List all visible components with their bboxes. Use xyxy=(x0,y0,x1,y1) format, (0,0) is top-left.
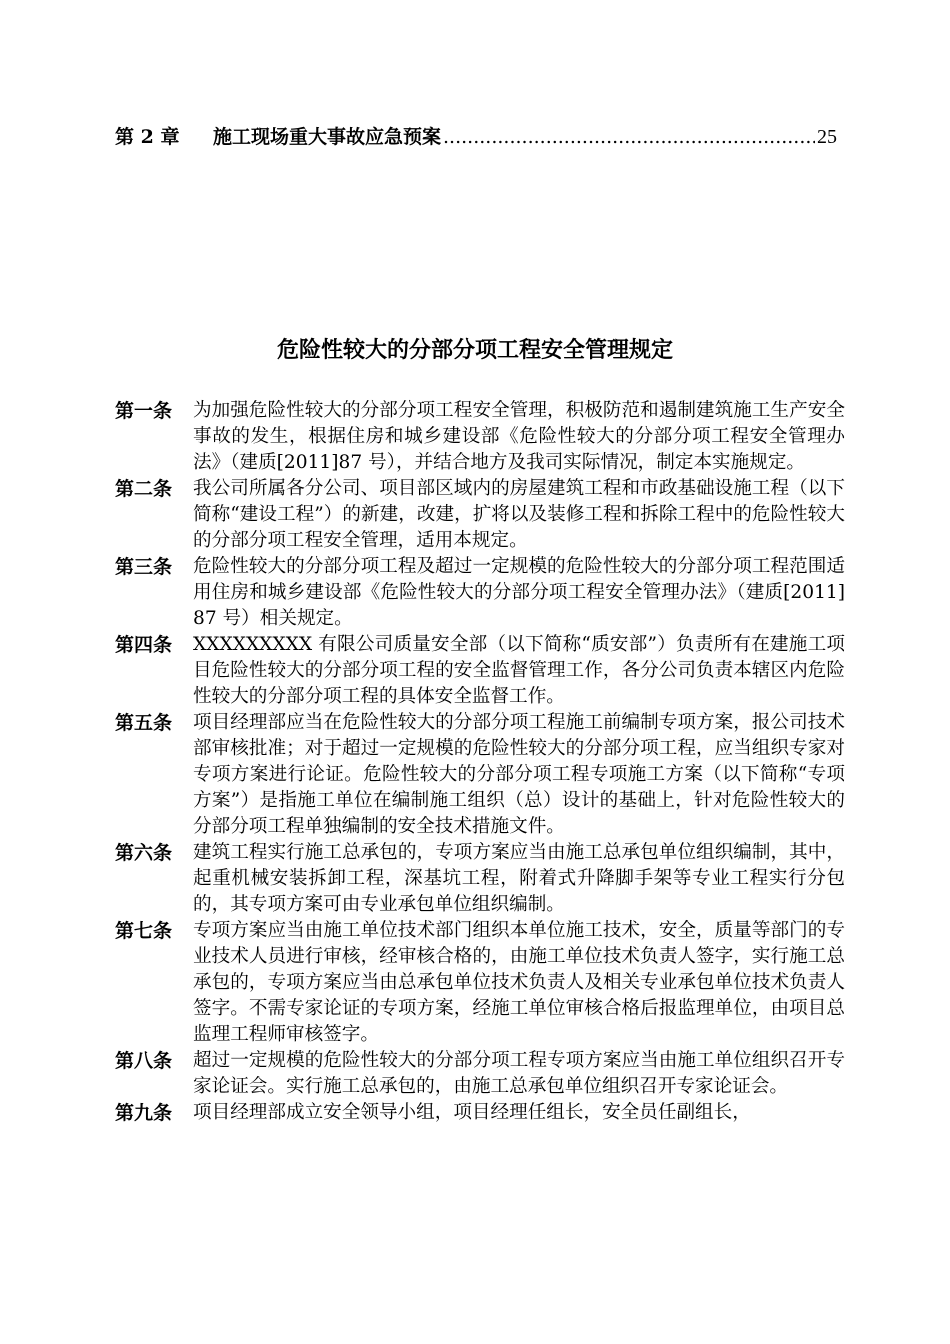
article-text: 超过一定规模的危险性较大的分部分项工程专项方案应当由施工单位组织召开专家论证会。实行施工总承包的，由施工总承包单位组织召开专家论证会。 xyxy=(193,1050,845,1097)
toc-leader-dots xyxy=(443,122,815,152)
article-label: 第六条 xyxy=(115,842,173,864)
article-text: 我公司所属各分公司、项目部区域内的房屋建筑工程和市政基础设施工程（以下简称“建设工程”）的新建，改建，扩将以及装修工程和拆除工程中的危险性较大的分部分项工程安全管理，适用本规定。 xyxy=(193,478,845,551)
article-label: 第九条 xyxy=(115,1102,173,1124)
article-text: 项目经理部应当在危险性较大的分部分项工程施工前编制专项方案，报公司技术部审核批准；对于超过一定规模的危险性较大的分部分项工程，应当组织专家对专项方案进行论证。危险性较大的分部分项工程专项施工方案（以下简称“专项方案”）是指施工单位在编制施工组织（总）设计的基础上，针对危险性较大的分部分项工程单独编制的安全技术措施文件。 xyxy=(193,712,845,837)
article-1 xyxy=(115,398,845,476)
article-8 xyxy=(115,1048,845,1100)
toc-entry[interactable] xyxy=(115,122,837,152)
article-3 xyxy=(115,554,845,632)
article-list xyxy=(115,398,845,1126)
article-6 xyxy=(115,840,845,918)
toc-chapter-title: 施工现场重大事故应急预案 xyxy=(213,126,442,148)
article-text: 为加强危险性较大的分部分项工程安全管理，积极防范和遏制建筑施工生产安全事故的发生，根据住房和城乡建设部《危险性较大的分部分项工程安全管理办法》（建质[2011]87 号），并结合地方及我司实际情况，制定本实施规定。 xyxy=(193,400,845,473)
article-text: 危险性较大的分部分项工程及超过一定规模的危险性较大的分部分项工程范围适用住房和城乡建设部《危险性较大的分部分项工程安全管理办法》（建质[2011]87 号）相关规定。 xyxy=(193,556,845,629)
article-label: 第七条 xyxy=(115,920,173,942)
article-text: 专项方案应当由施工单位技术部门组织本单位施工技术，安全，质量等部门的专业技术人员进行审核，经审核合格的，由施工单位技术负责人签字，实行施工总承包的，专项方案应当由总承包单位技术负责人及相关专业承包单位技术负责人签字。不需专家论证的专项方案，经施工单位审核合格后报监理单位，由项目总监理工程师审核签字。 xyxy=(193,920,845,1045)
article-label: 第一条 xyxy=(115,400,173,422)
article-9 xyxy=(115,1100,845,1126)
document-title: 危险性较大的分部分项工程安全管理规定 xyxy=(276,337,673,363)
toc-chapter-number: 第 2 章 xyxy=(115,126,180,148)
article-text: XXXXXXXXX 有限公司质量安全部（以下简称“质安部”）负责所有在建施工项目危险性较大的分部分项工程的安全监督管理工作，各分公司负责本辖区内危险性较大的分部分项工程的具体安全监督工作。 xyxy=(193,634,845,707)
toc-page-number: 25 xyxy=(817,126,837,148)
article-label: 第五条 xyxy=(115,712,173,734)
article-label: 第二条 xyxy=(115,478,173,500)
article-5 xyxy=(115,710,845,840)
article-text: 项目经理部成立安全领导小组，项目经理任组长，安全员任副组长， xyxy=(193,1102,751,1123)
article-text: 建筑工程实行施工总承包的，专项方案应当由施工总承包单位组织编制，其中，起重机械安装拆卸工程，深基坑工程，附着式升降脚手架等专业工程实行分包的，其专项方案可由专业承包单位组织编制。 xyxy=(193,842,845,915)
article-4 xyxy=(115,632,845,710)
article-label: 第四条 xyxy=(115,634,173,656)
article-7 xyxy=(115,918,845,1048)
article-label: 第八条 xyxy=(115,1050,173,1072)
article-label: 第三条 xyxy=(115,556,173,578)
article-2 xyxy=(115,476,845,554)
